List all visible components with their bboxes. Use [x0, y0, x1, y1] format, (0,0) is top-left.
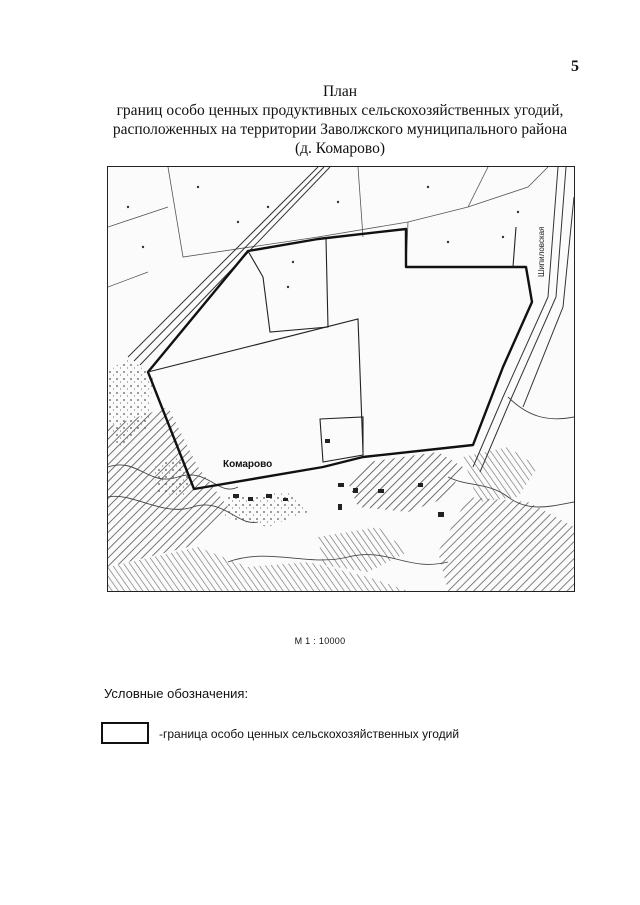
legend-heading: Условные обозначения: [104, 686, 249, 701]
parcel-lines [148, 227, 516, 462]
railway-lines [128, 167, 574, 472]
protected-land-boundary [148, 229, 532, 489]
title-line-1: План [322, 83, 358, 100]
title-line-2: границ особо ценных продуктивных сельскохозяйственных угодий, [116, 102, 564, 119]
settlement-areas [108, 357, 574, 591]
legend-boundary-swatch [101, 722, 149, 744]
field-boundaries [108, 167, 548, 287]
legend-boundary-label: -граница особо ценных сельскохозяйственных угодий [159, 727, 460, 741]
title-line-3: расположенных на территории Заволжского муниципального района [112, 121, 568, 138]
cadastral-map [107, 166, 575, 592]
page-number: 5 [571, 58, 579, 75]
road-label: Шипиловская [537, 226, 546, 277]
document-title [90, 82, 590, 158]
map-svg [108, 167, 574, 591]
field-markers [127, 186, 519, 288]
village-label: Комарово [223, 459, 273, 470]
title-line-4: (д. Комарово) [294, 140, 386, 157]
scale-label: М 1 : 10000 [294, 636, 346, 646]
